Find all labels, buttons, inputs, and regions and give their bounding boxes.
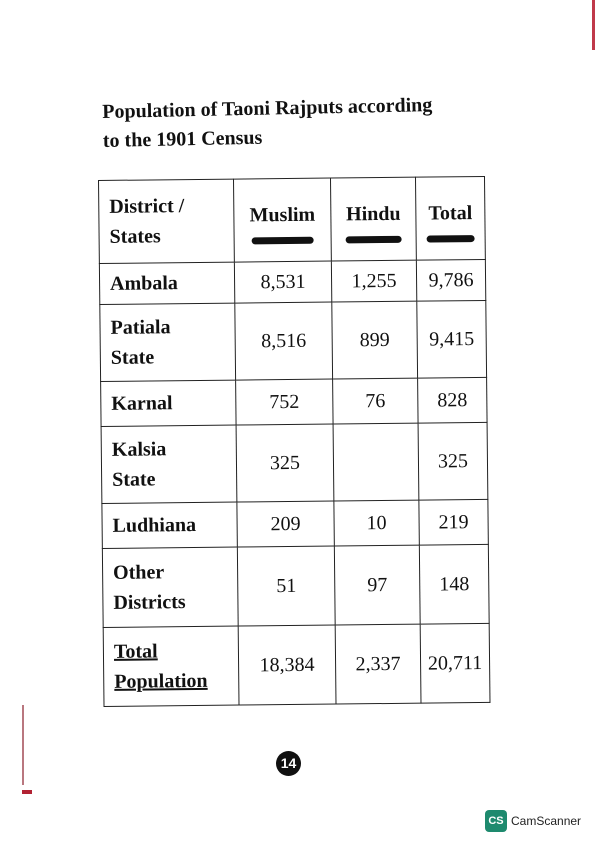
- district-name: Ludhiana: [112, 513, 197, 537]
- district-name: Karnal: [111, 392, 173, 415]
- header-district-line-2: States: [109, 225, 161, 248]
- row-district: [99, 262, 234, 304]
- total-total: 20,711: [420, 623, 490, 703]
- header-district: [99, 179, 235, 263]
- table-row: [101, 422, 488, 503]
- row-total: 148: [419, 544, 489, 624]
- camscanner-label: CamScanner: [511, 814, 582, 828]
- header-total-label: Total: [428, 202, 473, 225]
- scan-edge-left: [22, 705, 24, 785]
- camscanner-watermark: [485, 810, 581, 832]
- table-row: [102, 499, 488, 548]
- title-line-2: to the 1901 Census: [102, 126, 263, 152]
- row-muslim: 8,531: [234, 261, 331, 303]
- row-total: 828: [418, 377, 487, 423]
- redaction-mark: [427, 235, 475, 243]
- table-row: [101, 377, 487, 426]
- row-hindu: 10: [334, 500, 419, 546]
- header-hindu-label: Hindu: [346, 202, 401, 226]
- total-label: [103, 626, 239, 706]
- total-muslim: 18,384: [238, 625, 336, 705]
- row-muslim: 209: [237, 501, 334, 547]
- header-district-line-1: District /: [109, 195, 185, 218]
- row-muslim: 8,516: [235, 302, 333, 380]
- district-name-line-2: Districts: [113, 591, 186, 614]
- row-hindu: [333, 423, 419, 501]
- row-hindu: 899: [332, 301, 418, 379]
- table-row: [102, 544, 489, 627]
- header-total: [415, 176, 485, 260]
- table-header-row: [99, 176, 486, 263]
- row-hindu: 1,255: [331, 260, 416, 302]
- row-district: [102, 502, 237, 548]
- header-muslim: [233, 178, 331, 262]
- total-row: [103, 623, 490, 706]
- row-muslim: 325: [236, 424, 334, 502]
- row-muslim: 752: [236, 379, 333, 425]
- camscanner-logo-icon: CS: [485, 810, 507, 832]
- row-district: [101, 425, 237, 503]
- row-district: [100, 303, 236, 381]
- row-district: [101, 380, 236, 426]
- header-hindu: [330, 177, 416, 261]
- district-name: Patiala: [110, 316, 171, 339]
- census-table-wrapper: [98, 176, 490, 707]
- page-title: [102, 90, 483, 156]
- row-total: 219: [419, 499, 488, 545]
- row-muslim: 51: [237, 546, 335, 626]
- total-label-line-1: Total: [113, 640, 158, 663]
- title-line-1: Population of Taoni Rajputs according: [102, 94, 433, 123]
- table-row: [100, 300, 487, 381]
- redaction-mark: [252, 237, 314, 245]
- header-muslim-label: Muslim: [249, 203, 316, 227]
- district-name-line-2: State: [110, 346, 155, 369]
- row-district: [102, 547, 238, 627]
- district-name: Kalsia: [111, 438, 167, 461]
- district-name: Ambala: [109, 272, 178, 295]
- row-hindu: 76: [333, 378, 418, 424]
- census-table: [98, 176, 490, 707]
- district-name-line-2: State: [112, 468, 156, 491]
- redaction-mark: [346, 236, 402, 244]
- row-total: 9,415: [417, 300, 487, 378]
- row-hindu: 97: [334, 545, 420, 625]
- scan-corner-mark: [22, 790, 32, 794]
- total-hindu: 2,337: [335, 624, 421, 704]
- row-total: 325: [418, 422, 488, 500]
- table-row: [99, 259, 485, 304]
- row-total: 9,786: [416, 259, 485, 301]
- total-label-line-2: Population: [114, 669, 208, 693]
- district-name: Other: [112, 561, 165, 584]
- page-number: 14: [276, 751, 301, 776]
